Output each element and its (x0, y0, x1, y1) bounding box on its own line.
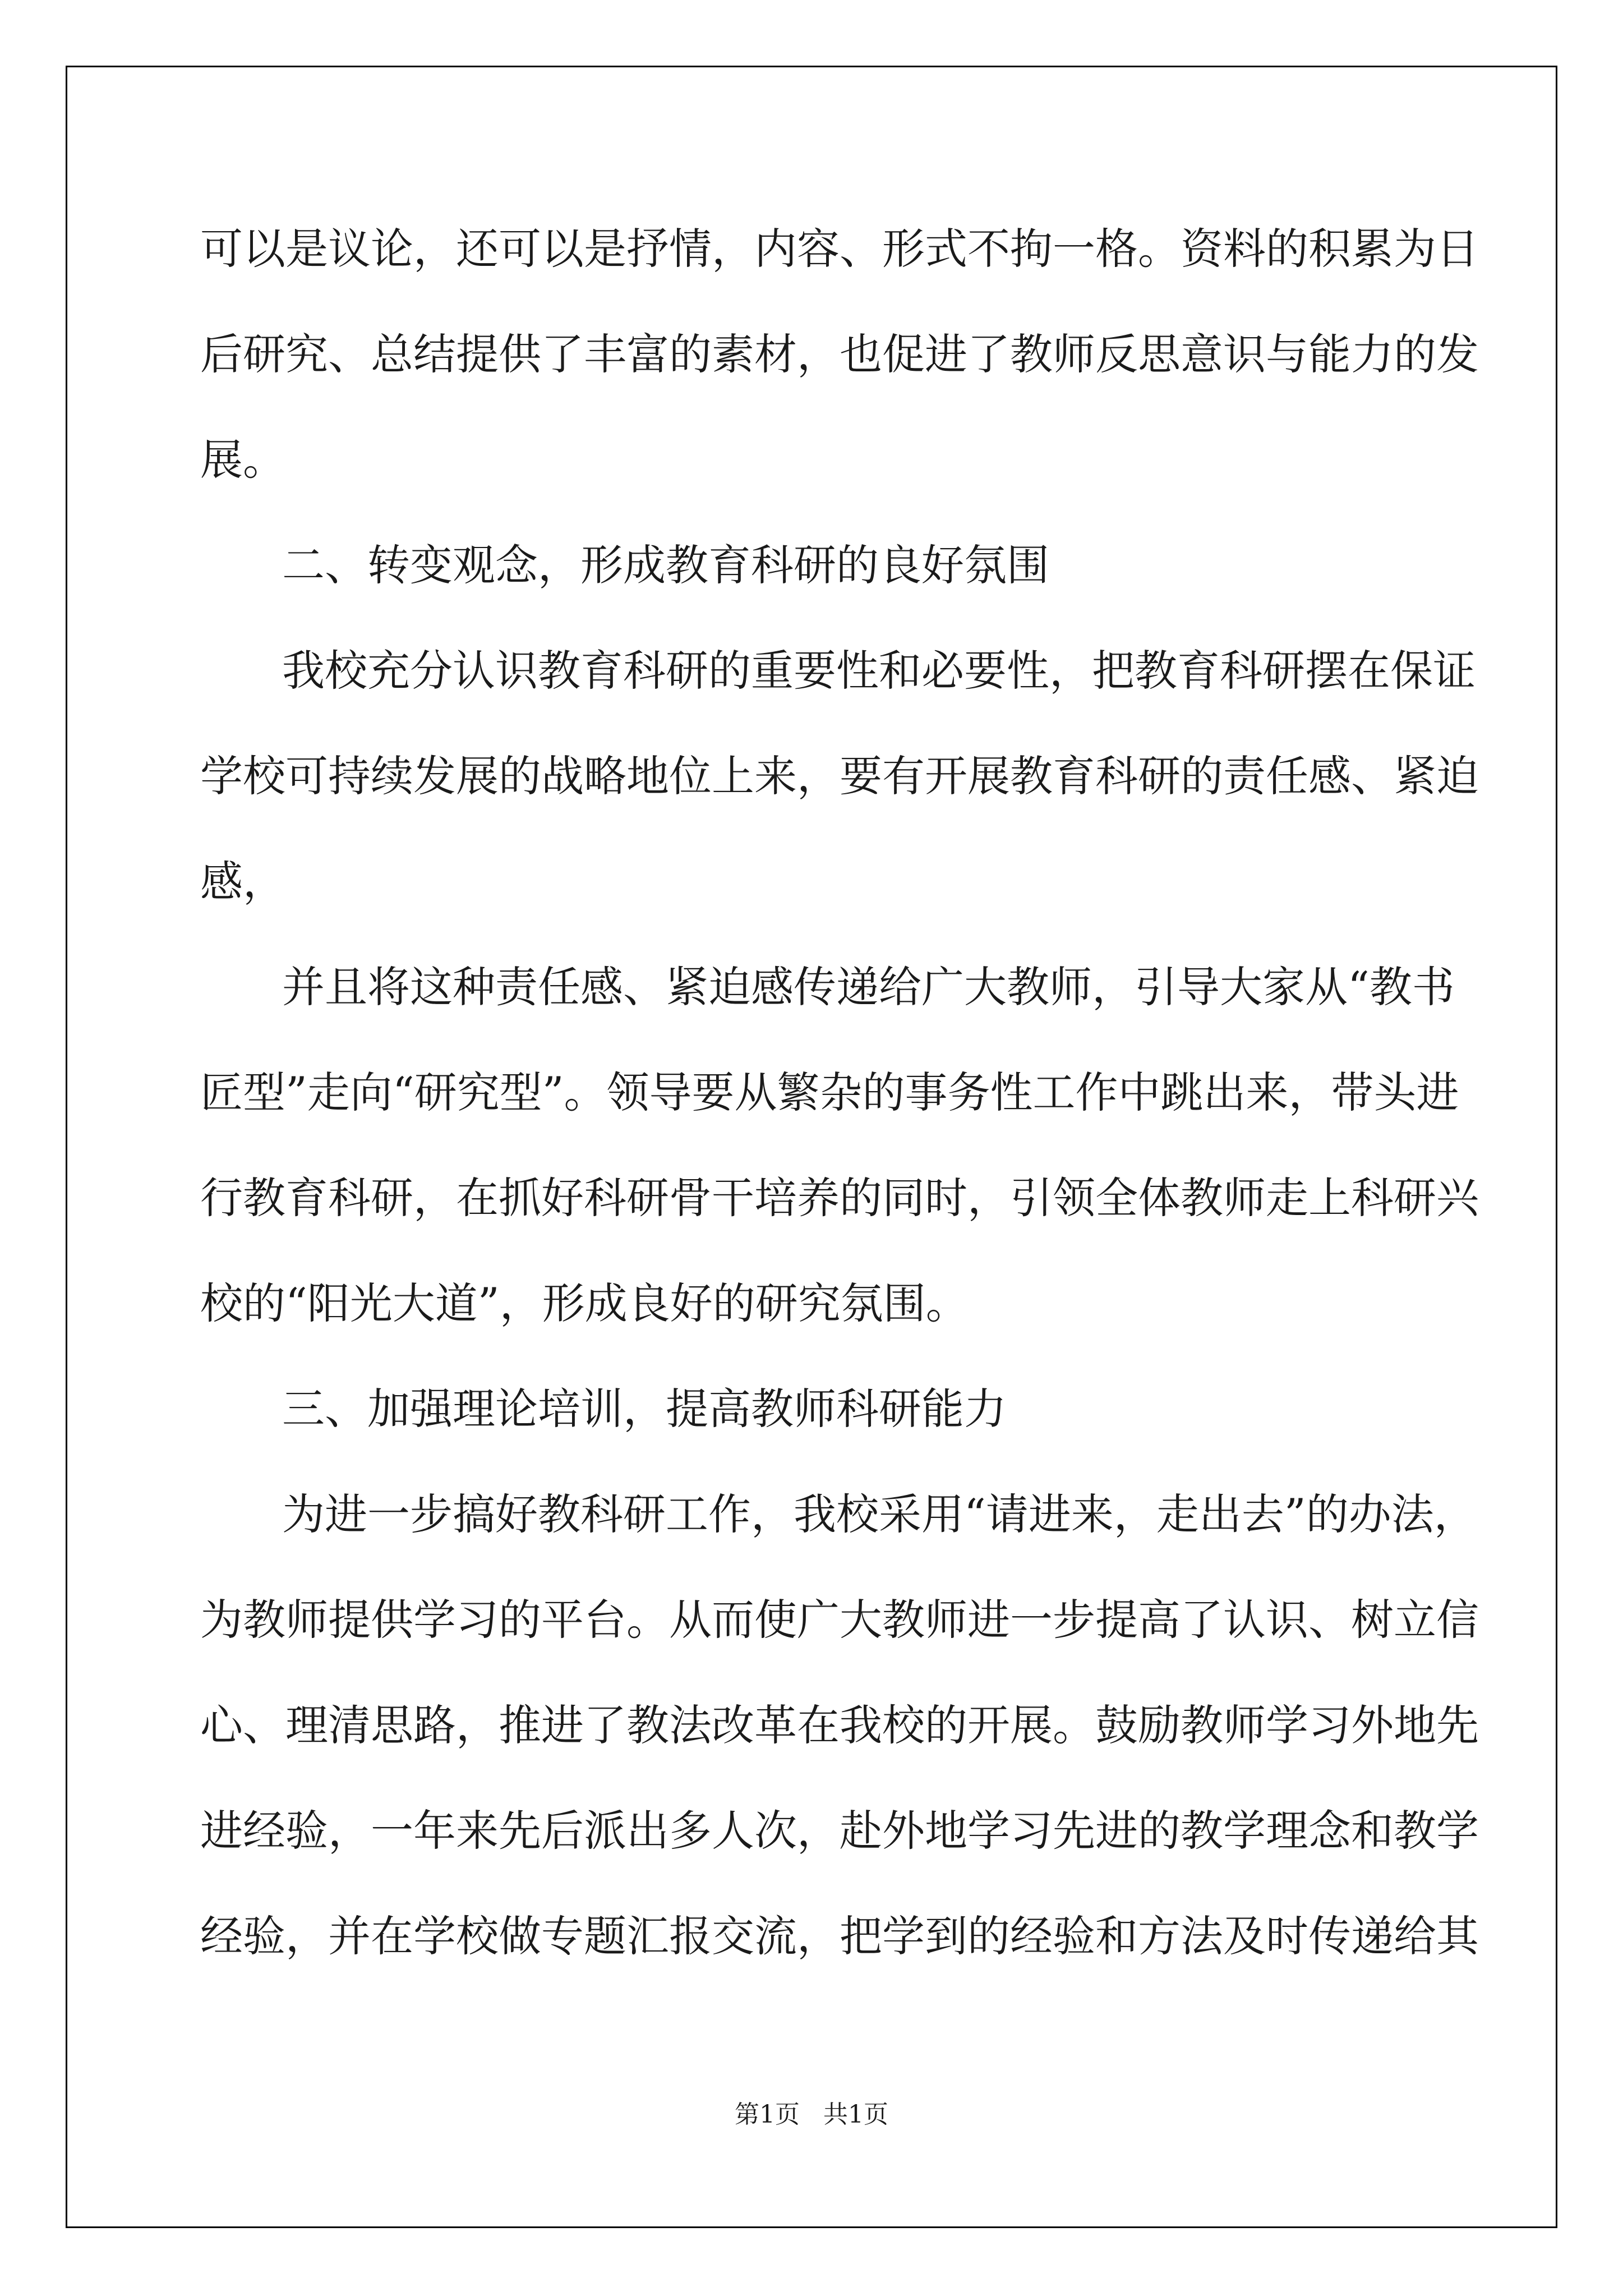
text-line: 展。 (200, 435, 285, 485)
text-line: 感， (200, 857, 285, 907)
text-line: 心、理清思路，推进了教法改革在我校的开展。鼓励教师学习外地先 (200, 1700, 1479, 1750)
text-line: 并且将这种责任感、紧迫感传递给广大教师，引导大家从“教书 (282, 962, 1455, 1012)
text-line: 行教育科研，在抓好科研骨干培养的同时，引领全体教师走上科研兴 (200, 1173, 1479, 1223)
text-line: 我校充分认识教育科研的重要性和必要性，把教育科研摆在保证 (282, 646, 1476, 696)
page-number-footer: 第1页 共1页 (735, 2100, 888, 2129)
text-line: 为教师提供学习的平台。从而使广大教师进一步提高了认识、树立信 (200, 1595, 1479, 1645)
section-heading: 二、转变观念，形成教育科研的良好氛围 (282, 540, 1049, 590)
text-line: 校的“阳光大道”，形成良好的研究氛围。 (200, 1278, 969, 1328)
section-heading: 三、加强理论培训，提高教师科研能力 (282, 1384, 1007, 1434)
text-line: 为进一步搞好教科研工作，我校采用“请进来，走出去”的办法， (282, 1489, 1477, 1539)
text-line: 经验，并在学校做专题汇报交流，把学到的经验和方法及时传递给其 (200, 1911, 1479, 1961)
text-line: 进经验，一年来先后派出多人次，赴外地学习先进的教学理念和教学 (200, 1806, 1479, 1856)
text-line: 可以是议论，还可以是抒情，内容、形式不拘一格。资料的积累为日 (200, 224, 1479, 274)
text-line: 后研究、总结提供了丰富的素材，也促进了教师反思意识与能力的发 (200, 329, 1479, 379)
text-line: 学校可持续发展的战略地位上来，要有开展教育科研的责任感、紧迫 (200, 751, 1479, 801)
document-body (200, 210, 1479, 2003)
text-line: 匠型”走向“研究型”。领导要从繁杂的事务性工作中跳出来，带头进 (200, 1068, 1459, 1117)
